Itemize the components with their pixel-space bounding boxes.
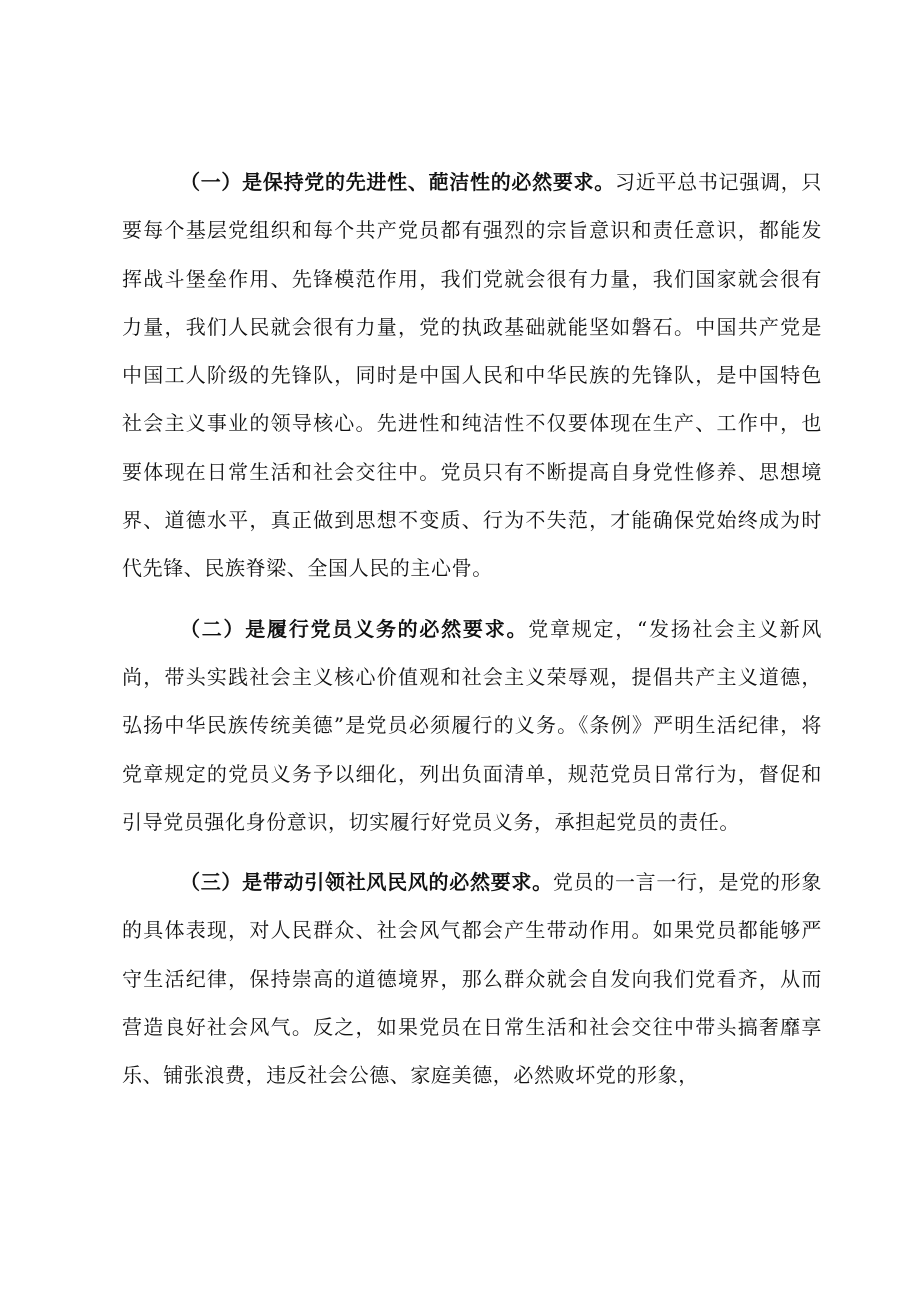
paragraph-1-body: 习近平总书记强调，只要每个基层党组织和每个共产党员都有强烈的宗旨意识和责任意识，都能发挥战斗堡垒作用、先锋模范作用，我们党就会很有力量，我们国家就会很有力量，我们人民就会很有力量，党的执政基础就能坚如磐石。中国共产党是中国工人阶级的先锋队，同时是中国人民和中华民族的先锋队，是中国特色社会主义事业的领导核心。先进性和纯洁性不仅要体现在生产、工作中，也要体现在日常生活和社会交往中。党员只有不断提高自身党性修养、思想境界、道德水平，真正做到思想不变质、行为不失范，才能确保党始终成为时代先锋、民族脊梁、全国人民的主心骨。 [122,170,823,581]
paragraph-3-body: 党员的一言一行，是党的形象的具体表现，对人民群众、社会风气都会产生带动作用。如果党员都能够严守生活纪律，保持崇高的道德境界，那么群众就会自发向我们党看齐，从而营造良好社会风气。反之，如果党员在日常生活和社会交往中带头搞奢靡享乐、铺张浪费，违反社会公德、家庭美德，必然败坏党的形象， [122,870,822,1088]
paragraph-1-heading: （一）是保持党的先进性、葩洁性的必然要求。 [180,170,615,194]
paragraph-1 [122,158,822,593]
paragraph-2 [122,605,822,846]
paragraph-2-body: 党章规定，“发扬社会主义新风尚，带头实践社会主义核心价值观和社会主义荣辱观，提倡共产主义道德，弘扬中华民族传统美德”是党员必须履行的义务。《条例》严明生活纪律，将党章规定的党员义务予以细化，列出负面清单，规范党员日常行为，督促和引导党员强化身份意识，切实履行好党员义务，承担起党员的责任。 [122,616,822,834]
paragraph-2-heading: （二）是履行党员义务的必然要求。 [180,616,529,641]
paragraph-3-heading: （三）是带动引领社风民风的必然要求。 [180,870,553,895]
paragraph-3 [122,858,822,1099]
document-page [122,158,822,1112]
